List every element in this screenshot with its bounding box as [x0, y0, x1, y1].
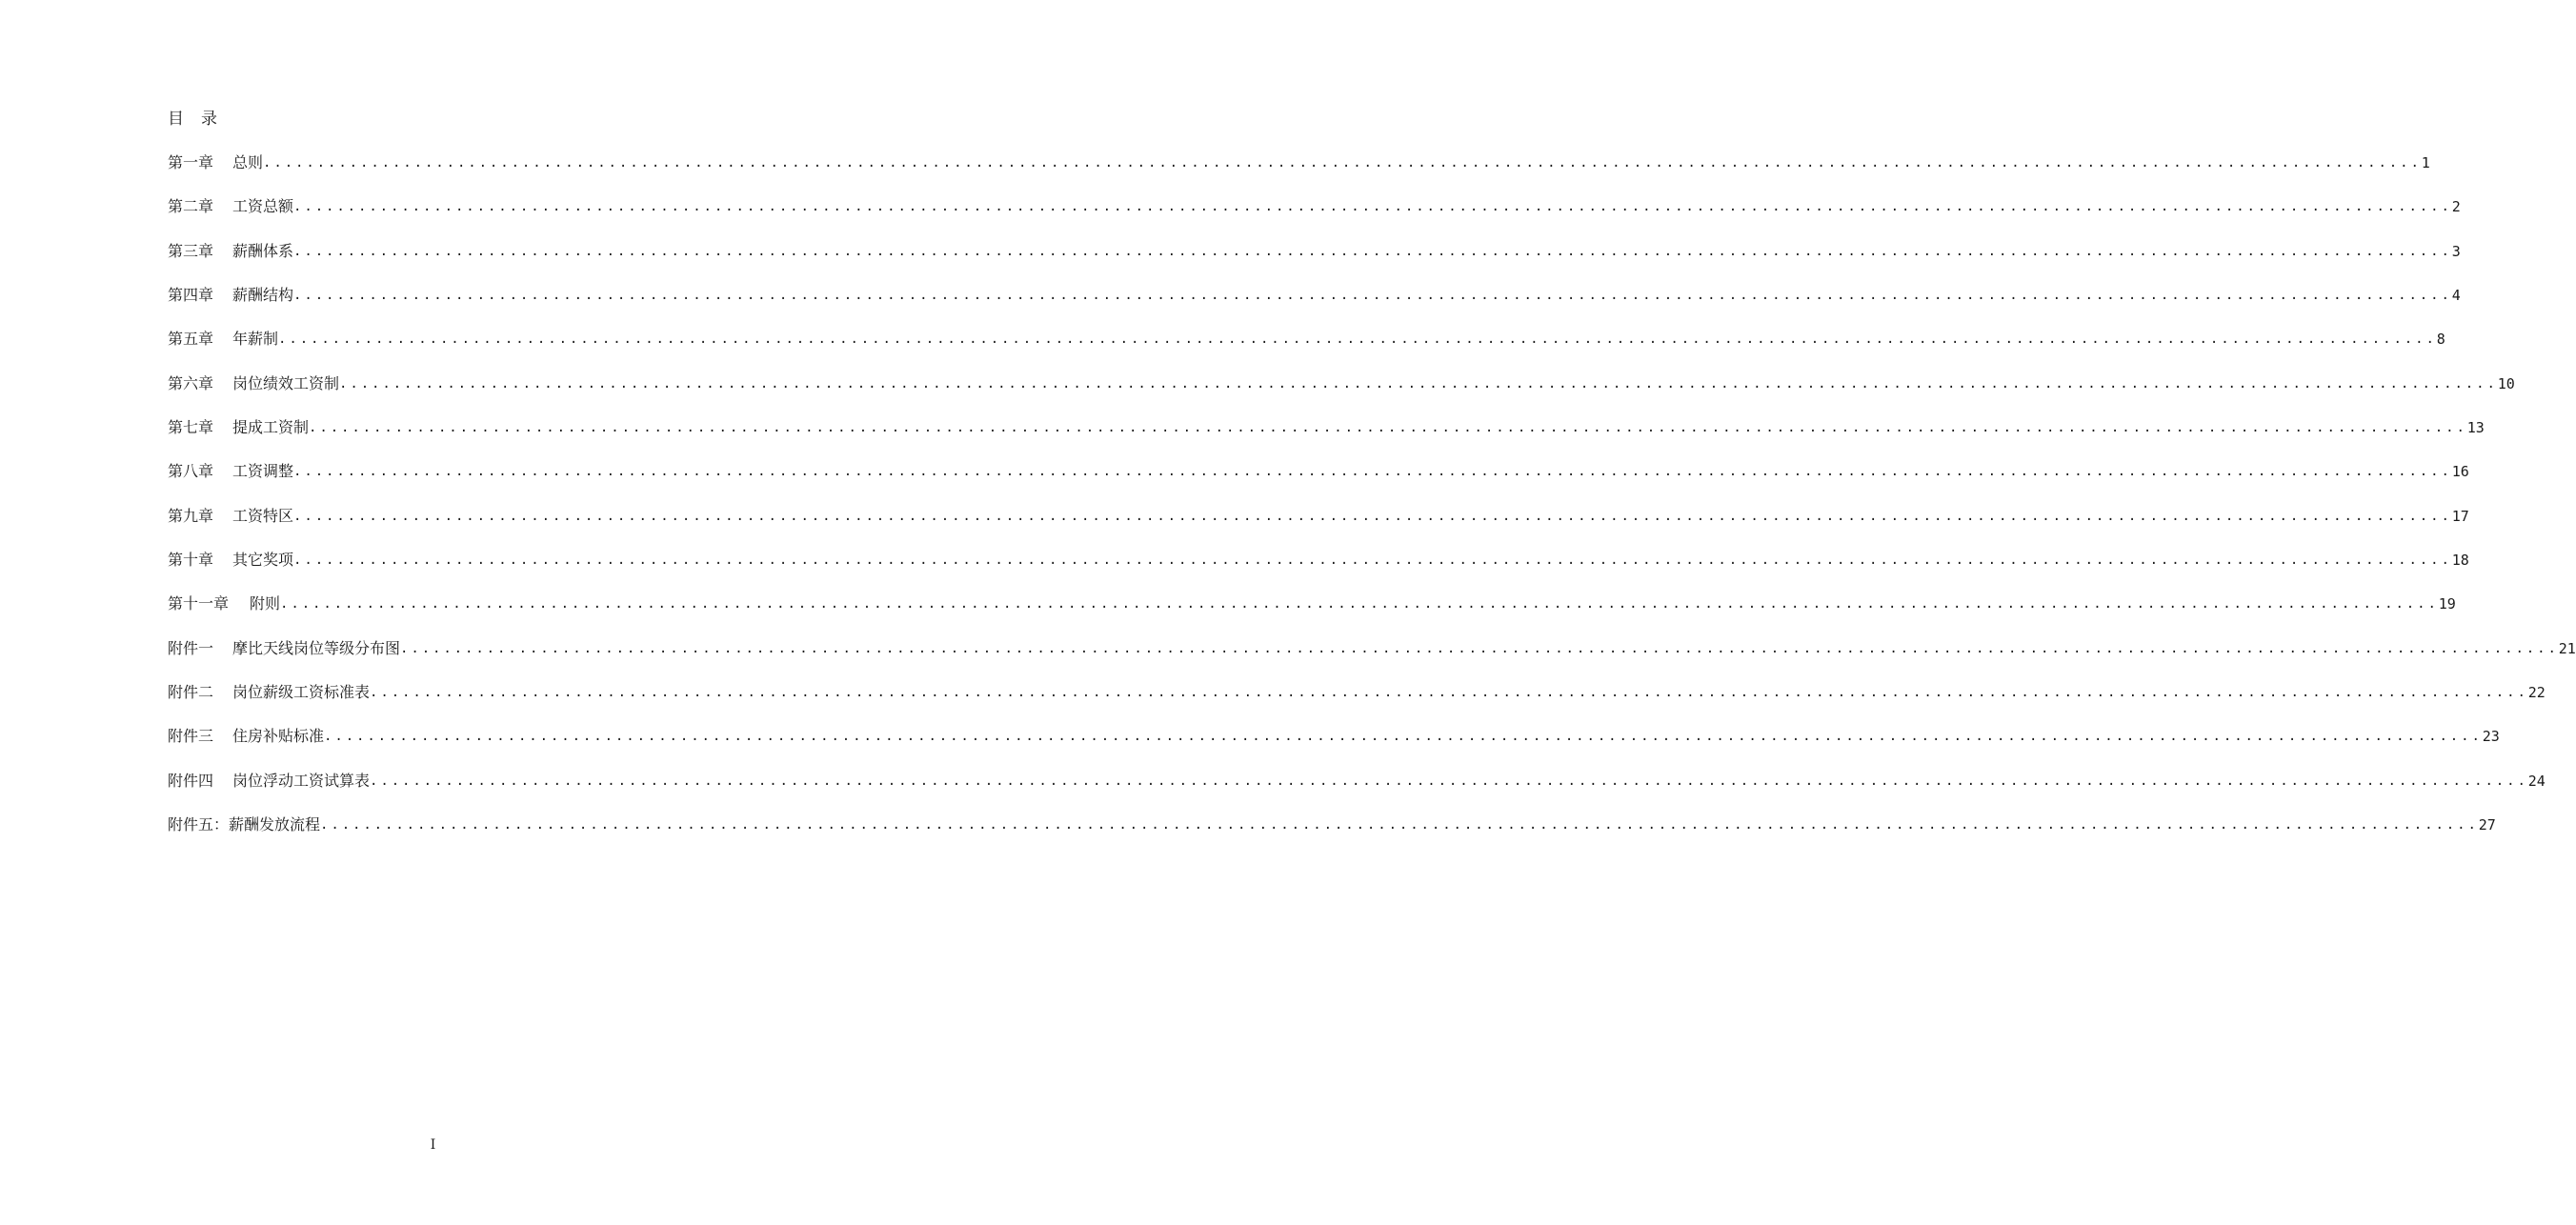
toc-entry-title: 附则: [250, 594, 281, 613]
toc-entry-page: 1: [2421, 154, 2430, 171]
toc-entry-page: 27: [2478, 816, 2496, 834]
toc-entry-page: 24: [2527, 772, 2546, 790]
toc-entry[interactable]: [168, 373, 2515, 417]
dot-leader: ........................................................................................................................................................................................................: [293, 199, 2452, 215]
dot-leader: ........................................................................................................................................................................................................: [324, 729, 2483, 745]
toc-heading-char-2: 录: [201, 110, 217, 129]
toc-entry-label: 第十一章: [168, 594, 230, 613]
toc-entry[interactable]: [168, 417, 2485, 461]
toc-entry-label: 附件三: [168, 727, 214, 746]
toc-entry[interactable]: [168, 638, 2576, 682]
toc-entry-label: 第八章: [168, 462, 214, 481]
toc-entry[interactable]: [168, 550, 2469, 593]
toc-entry-label: 附件四: [168, 771, 214, 790]
toc-entry-label: 附件一: [168, 638, 214, 657]
toc-heading: [168, 109, 217, 130]
toc-entry[interactable]: [168, 814, 2496, 858]
toc-entry-title: 提成工资制: [232, 418, 310, 437]
toc-entry-title: 薪酬结构: [232, 286, 294, 305]
dot-leader: ........................................................................................................................................................................................................: [263, 155, 2422, 171]
toc-entry-title: 岗位绩效工资制: [232, 373, 340, 392]
dot-leader: ........................................................................................................................................................................................................: [293, 464, 2452, 480]
toc-entry-title: 总则: [232, 153, 264, 171]
dot-leader: ........................................................................................................................................................................................................: [370, 685, 2528, 701]
dot-leader: ........................................................................................................................................................................................................: [400, 640, 2559, 656]
toc-entry[interactable]: [168, 461, 2469, 505]
toc-entry[interactable]: [168, 771, 2546, 814]
toc-entry[interactable]: [168, 241, 2461, 285]
toc-entry[interactable]: [168, 196, 2461, 240]
toc-entry-page: 10: [2497, 374, 2515, 392]
dot-leader: ........................................................................................................................................................................................................: [280, 596, 2439, 612]
toc-entry-label: 第二章: [168, 197, 214, 216]
toc-entry-label: 第五章: [168, 330, 214, 349]
dot-leader: ........................................................................................................................................................................................................: [309, 420, 2467, 436]
toc-entry-title: 年薪制: [232, 330, 279, 349]
toc-entry-page: 17: [2451, 507, 2469, 525]
toc-entry-title: 工资特区: [232, 506, 294, 525]
toc-entry[interactable]: [168, 593, 2456, 637]
toc-entry-title: 摩比天线岗位等级分布图: [232, 638, 401, 657]
toc-entry[interactable]: [168, 152, 2430, 196]
toc-entry-title: 其它奖项: [232, 551, 294, 570]
toc-entry-label: 第七章: [168, 418, 214, 437]
toc-entry-label: 第九章: [168, 506, 214, 525]
toc-entry[interactable]: [168, 726, 2500, 770]
toc-entry-page: 23: [2482, 728, 2500, 746]
toc-entry-label: 第六章: [168, 373, 214, 392]
page-number: I: [430, 1137, 436, 1153]
toc-entry-page: 19: [2438, 595, 2456, 613]
toc-entry-page: 3: [2451, 242, 2461, 260]
dot-leader: ........................................................................................................................................................................................................: [339, 375, 2498, 392]
dot-leader: ........................................................................................................................................................................................................: [293, 243, 2452, 259]
toc-entry-title: 住房补贴标准: [232, 727, 325, 746]
toc-entry[interactable]: [168, 506, 2469, 550]
toc-entry-page: 13: [2466, 419, 2485, 437]
toc-entry-label: 第四章: [168, 286, 214, 305]
toc-entry-title: 工资调整: [232, 462, 294, 481]
dot-leader: ........................................................................................................................................................................................................: [320, 817, 2479, 833]
toc-heading-char-1: 目: [168, 110, 184, 129]
toc-entry-page: 18: [2451, 552, 2469, 570]
dot-leader: ........................................................................................................................................................................................................: [293, 552, 2452, 569]
dot-leader: ........................................................................................................................................................................................................: [278, 331, 2437, 348]
toc-entry[interactable]: [168, 285, 2461, 329]
toc-entry-page: 21: [2558, 639, 2576, 657]
dot-leader: ........................................................................................................................................................................................................: [370, 773, 2528, 789]
toc-entry-title: 薪酬体系: [232, 241, 294, 260]
toc-entry[interactable]: [168, 682, 2546, 726]
toc-list: [168, 152, 2576, 859]
dot-leader: ........................................................................................................................................................................................................: [293, 288, 2452, 304]
toc-entry-page: 22: [2527, 684, 2546, 702]
toc-entry-label: 第十章: [168, 551, 214, 570]
toc-entry-label: 第一章: [168, 153, 214, 171]
toc-entry-label: 附件二: [168, 683, 214, 702]
toc-entry-title: 岗位浮动工资试算表: [232, 771, 371, 790]
toc-entry-title: 工资总额: [232, 197, 294, 216]
toc-entry-page: 4: [2451, 287, 2461, 305]
toc-entry-label: 附件五：: [168, 815, 230, 834]
toc-entry-title: 岗位薪级工资标准表: [232, 683, 371, 702]
toc-entry-page: 2: [2451, 198, 2461, 216]
toc-entry[interactable]: [168, 329, 2445, 372]
toc-entry-label: 第三章: [168, 241, 214, 260]
dot-leader: ........................................................................................................................................................................................................: [293, 508, 2452, 524]
toc-entry-title: 薪酬发放流程: [229, 815, 321, 834]
toc-entry-page: 16: [2451, 463, 2469, 481]
toc-entry-page: 8: [2436, 331, 2445, 349]
